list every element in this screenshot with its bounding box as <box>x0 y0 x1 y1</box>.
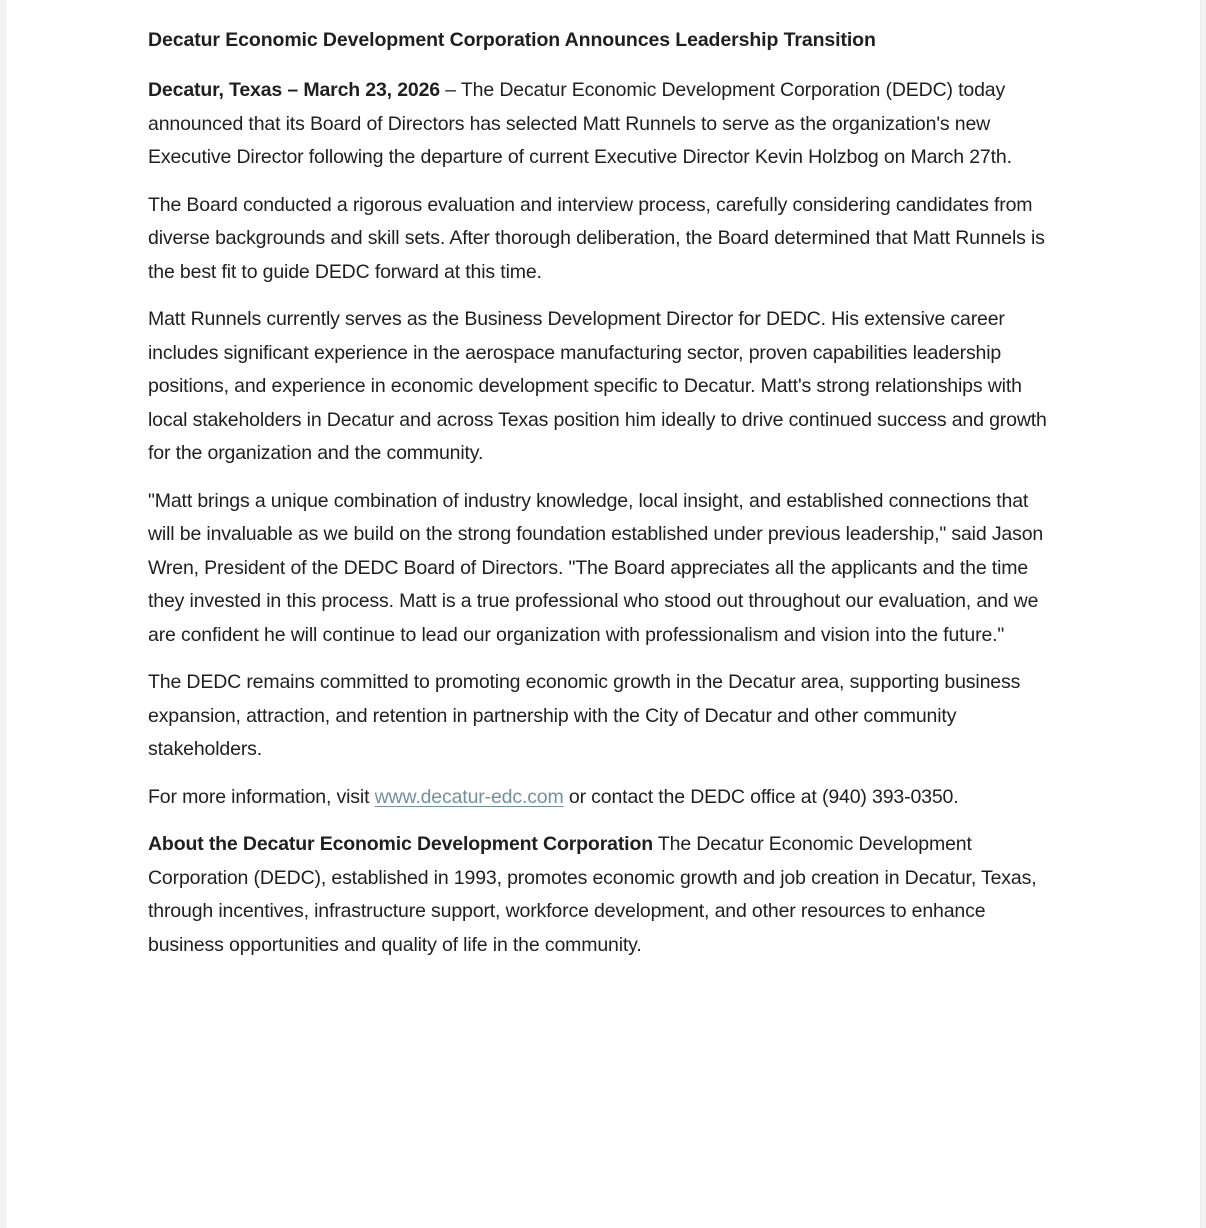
paragraph-contact <box>148 781 1050 815</box>
dateline-bold-text: Decatur, Texas – March 23, 2026 <box>148 79 441 101</box>
paragraph-background: Matt Runnels currently serves as the Business Development Director for DEDC. His extensive career includes significant experience in the aerospace manufacturing sector, proven capabilities leadership positions, and experience in economic development specific to Decatur. Matt's strong relationships with local stakeholders in Decatur and across Texas position him ideally to drive continued success and growth for the organization and the community. <box>148 308 1047 464</box>
paragraph-quote: "Matt brings a unique combination of industry knowledge, local insight, and established connections that will be invaluable as we build on the strong foundation established under previous leadership," said Jason Wren, President of the DEDC Board of Directors. "The Board appreciates all the applicants and the time they invested in this process. Matt is a true professional who stood out throughout our evaluation, and we are confident he will continue to lead our organization with professionalism and vision into the future." <box>148 489 1044 646</box>
about-heading-bold-text: About the Decatur Economic Development Corporation <box>148 833 653 855</box>
paragraph-board-process: The Board conducted a rigorous evaluation and interview process, carefully considering candidates from diverse backgrounds and skill sets. After thorough deliberation, the Board determined that Matt Runnels is the best fit to guide DEDC forward at this time. <box>148 193 1045 283</box>
press-release-document <box>148 24 1050 976</box>
paragraph-commitment: The DEDC remains committed to promoting economic growth in the Decatur area, supporting business expansion, attraction, and retention in partnership with the City of Decatur and other community stakeholders. <box>148 671 1021 760</box>
page-edge-strip-right <box>1200 0 1206 1228</box>
contact-text-before-link: For more information, visit <box>148 785 375 808</box>
paragraph-about <box>148 828 1050 962</box>
document-title: Decatur Economic Development Corporation Announces Leadership Transition <box>148 29 876 51</box>
paragraph-dateline <box>148 74 1050 175</box>
dateline-body-text: – The Decatur Economic Development Corporation (DEDC) today announced that its Board of Directors has selected Matt Runnels to serve as the organization's new Executive Director following the departure of current Executive Director Kevin Holzbog on March 27th. <box>148 79 1012 168</box>
page-edge-strip-left <box>0 0 6 1228</box>
website-link[interactable]: www.decatur-edc.com <box>374 785 564 808</box>
about-body-text: The Decatur Economic Development Corporation (DEDC), established in 1993, promotes economic growth and job creation in Decatur, Texas, through incentives, infrastructure support, workforce development, and other resources to enhance business opportunities and quality of life in the community. <box>148 833 1037 956</box>
contact-text-after-link: or contact the DEDC office at (940) 393-0350. <box>563 785 959 808</box>
